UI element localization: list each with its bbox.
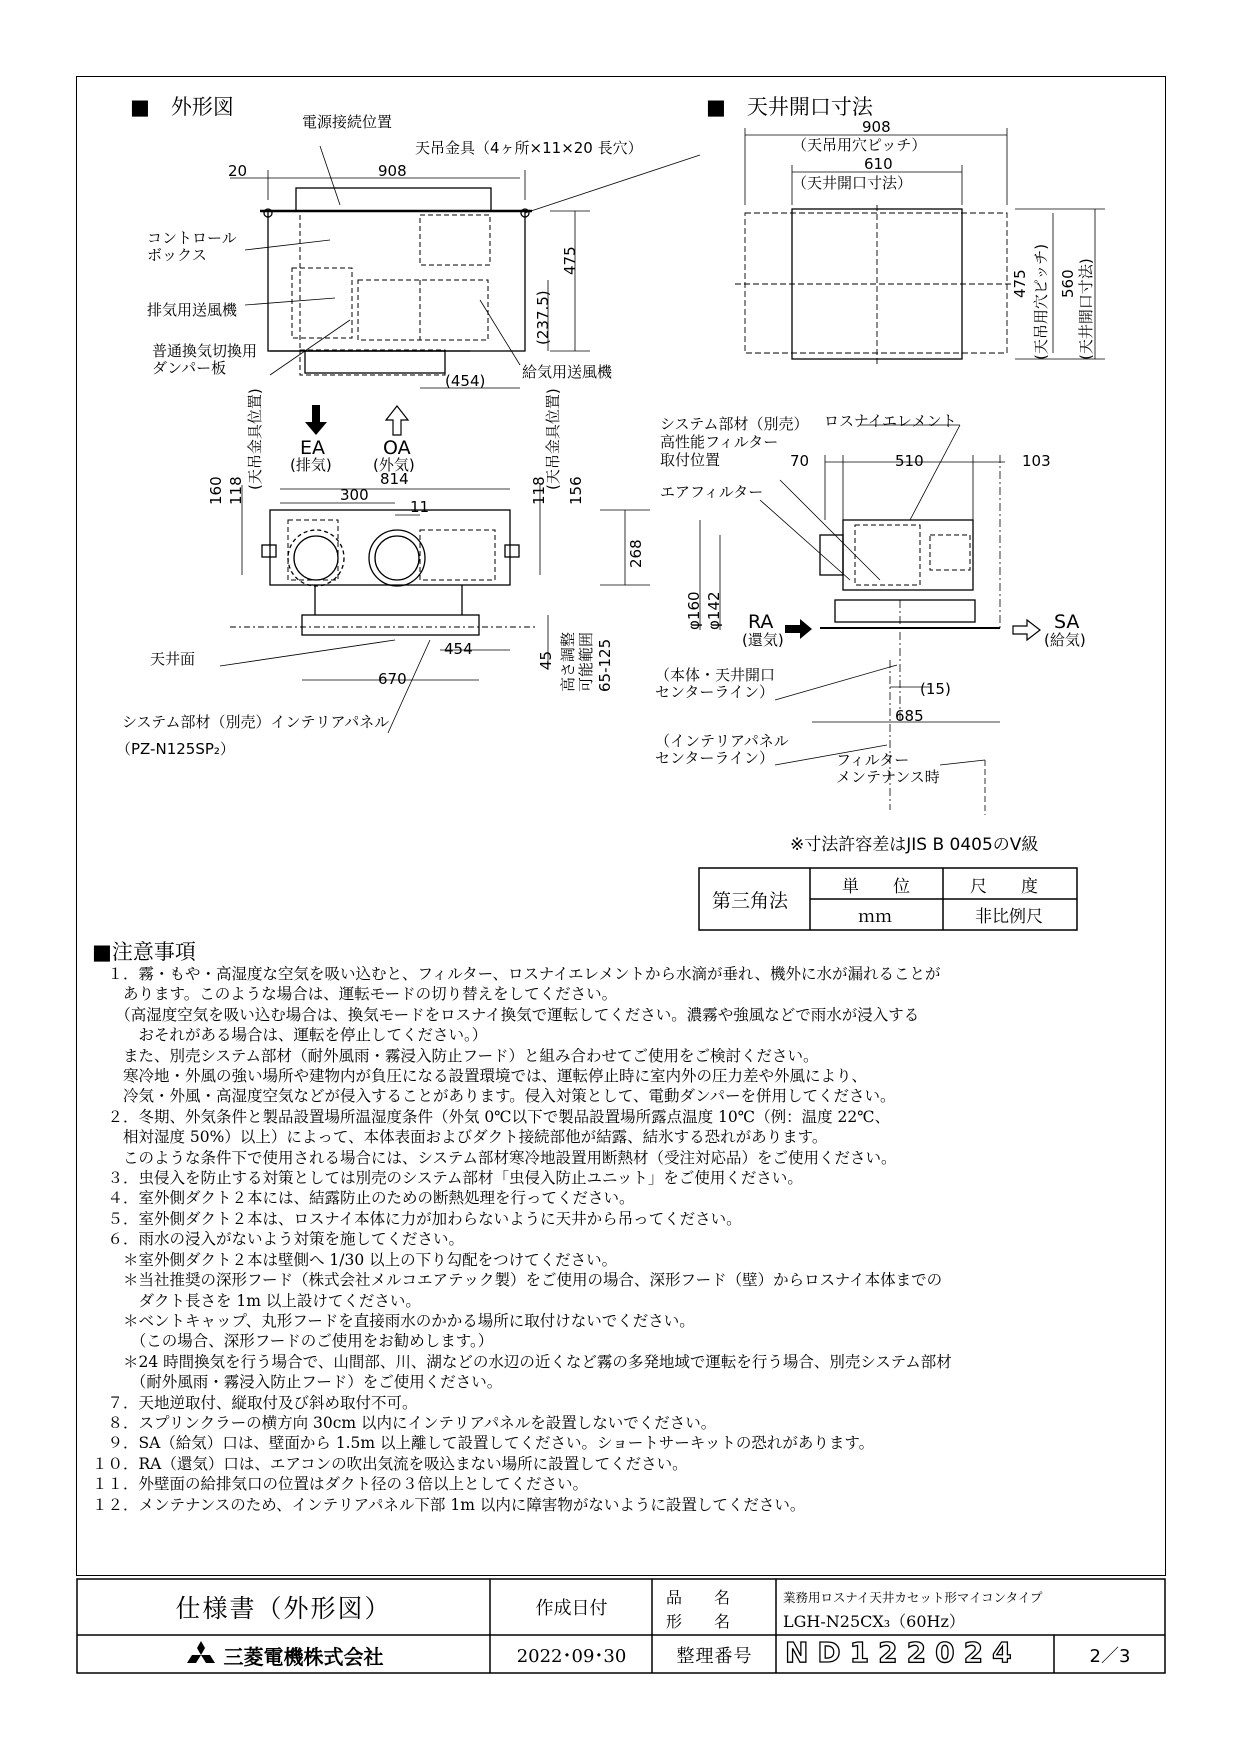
note-line: １０．RA（還気）口は、エアコンの吹出気流を吸込まない場所に設置してください。 (92, 1454, 688, 1473)
oa-arrow-icon (386, 406, 408, 435)
note-line: ３．虫侵入を防止する対策としては別売のシステム部材「虫侵入防止ユニット」をご使用ください。 (92, 1169, 803, 1188)
note-line: ダクト長さを 1m 以上設けてください。 (92, 1291, 421, 1310)
company-name: 三菱電機株式会社 (223, 1644, 384, 1669)
note-line: ８．スプリンクラーの横方向 30cm 以内にインテリアパネルを設置しないでください。 (92, 1413, 717, 1432)
unit-header: 単 位 (842, 877, 910, 897)
note-line: ＊24 時間換気を行う場合で、山間部、川、湖などの水辺の近くなど霧の多発地域で運転を行う場合、別売システム部材 (92, 1352, 952, 1371)
supply-fan-label: 給気用送風機 (522, 363, 613, 381)
unit-value: ｍｍ (858, 907, 892, 927)
scale-header: 尺 度 (970, 877, 1038, 897)
note-line: このような条件下で使用される場合には、システム部材寒冷地設置用断熱材（受注対応品）をご使用ください。 (92, 1148, 897, 1167)
dim-908-top: 908 (378, 162, 407, 180)
control-box-label: コントロール ボックス (147, 229, 237, 264)
unit-top-plate (296, 188, 491, 211)
opening-pitch-v-label: (天吊用穴ピッチ) (1032, 243, 1050, 360)
system-part-label: システム部材（別売） (660, 415, 809, 433)
dim-118-right: 118 (530, 476, 548, 505)
note-line: また、別売システム部材（耐外風雨・霧浸入防止フード）と組み合わせてご使用をご検討ください。 (92, 1046, 819, 1065)
dim-45: 45 (537, 650, 555, 670)
note-line: ＊室外側ダクト２本は壁側へ 1/30 以上の下り勾配をつけてください。 (92, 1250, 618, 1269)
air-filter-label: エアフィルター (660, 483, 764, 501)
sa-sub-label: (給気) (1044, 631, 1086, 649)
product-name-label: 品 名 (666, 1588, 731, 1607)
opening-size-label: （天井開口寸法） (792, 174, 913, 192)
interior-panel-model: （PZ-N125SP₂） (116, 740, 235, 758)
doc-number: ND122024 (785, 1636, 1021, 1669)
exhaust-fan-label: 排気用送風機 (147, 301, 238, 319)
dim-475-top: 475 (561, 246, 579, 275)
dim-2375: (237.5) (534, 290, 552, 345)
side-dim-685: 685 (895, 707, 924, 725)
side-dim-103: 103 (1022, 452, 1051, 470)
note-line: ５．室外側ダクト２本は、ロスナイ本体に力が加わらないように天井から吊ってください。 (92, 1209, 742, 1228)
side-dim-phi142: φ142 (705, 591, 723, 630)
ra-label: RA (748, 611, 774, 633)
product-name: 業務用ロスナイ天井カセット形マイコンタイプ (783, 1590, 1043, 1605)
note-line: １１．外壁面の給排気口の位置はダクト径の３倍以上としてください。 (92, 1475, 589, 1494)
panel-centerline-label: （インテリアパネル センターライン） (655, 732, 789, 767)
note-line: １２．メンテナンスのため、インテリアパネル下部 1m 以内に障害物がないように設置してください。 (92, 1495, 806, 1514)
doc-title: 仕様書（外形図） (175, 1594, 392, 1623)
tolerance-note: ※寸法許容差はJIS B 0405のV級 (790, 835, 1039, 855)
dim-454: 454 (444, 640, 473, 658)
created-date: 2022･09･30 (516, 1646, 627, 1667)
dim-268: 268 (627, 539, 645, 568)
ceiling-label: 天井面 (150, 650, 196, 668)
opening-pitch-label: （天吊用穴ピッチ） (792, 136, 927, 154)
interior-panel-side (835, 600, 975, 622)
dim-11: 11 (410, 498, 430, 516)
dim-160-front: 160 (207, 476, 225, 505)
dim-814: 814 (380, 470, 409, 488)
interior-panel-front (302, 615, 479, 635)
opening-title: 天井開口寸法 (746, 95, 873, 119)
ea-label: EA (300, 437, 326, 459)
oa-sub-label: (外気) (373, 456, 415, 474)
damper-label: 普通換気切換用 ダンパー板 (152, 342, 258, 377)
opening-section-title: ■ 天井開口寸法 (706, 95, 873, 119)
ea-sub-label: (排気) (290, 456, 332, 474)
hanger-pos-left: (天吊金具位置) (246, 388, 264, 490)
note-line: ７．天地逆取付、縦取付及び斜め取付不可。 (92, 1393, 418, 1412)
height-adjust-label-1: 高さ調整 (559, 631, 577, 692)
note-line: あります。このような場合は、運転モードの切り替えをしてください。 (92, 985, 618, 1004)
note-line: （高湿度空気を吸い込む場合は、換気モードをロスナイ換気で運転してください。濃霧や強風などで雨水が浸入する (92, 1005, 920, 1024)
hanger-label: 天吊金具（4ヶ所×11×20 長穴） (415, 139, 643, 157)
note-line: （耐外風雨・霧浸入防止フード）をご使用ください。 (92, 1373, 503, 1392)
dim-300: 300 (340, 486, 369, 504)
mount-pos-label: 取付位置 (660, 451, 721, 469)
model-name: LGH-N25CX₃（60Hz） (783, 1612, 965, 1631)
notes-title: ■注意事項 (92, 940, 196, 964)
side-dim-phi160: φ160 (685, 591, 703, 630)
unit-front-view (270, 510, 510, 585)
note-line: ＊ベントキャップ、丸形フードを直接雨水のかかる場所に取付けないでください。 (92, 1311, 695, 1330)
opening-dim-560: 560 (1059, 269, 1077, 298)
note-line: ２．冬期、外気条件と製品設置場所温湿度条件（外気 0℃以下で製品設置場所露点温度 10℃（例：温度 22℃、 (92, 1107, 891, 1126)
dim-20: 20 (228, 162, 248, 180)
note-line: おそれがある場合は、運転を停止してください。） (92, 1026, 488, 1045)
outline-title: 外形図 (170, 95, 234, 119)
notes-section (92, 940, 1152, 1515)
dim-65-125: 65-125 (596, 638, 614, 692)
dim-454-paren: (454) (445, 372, 486, 390)
side-dim-510: 510 (895, 452, 924, 470)
body-centerline-label: （本体・天井開口 センターライン） (655, 666, 776, 701)
ra-arrow-icon (785, 619, 812, 639)
power-connection-label: 電源接続位置 (302, 113, 393, 131)
notes-body (92, 964, 1152, 1515)
note-line: 寒冷地・外風の強い場所や建物内が負圧になる設置環境では、運転停止時に室内外の圧力差や外風により、 (92, 1067, 868, 1086)
note-line: ６．雨水の浸入がないよう対策を施してください。 (92, 1230, 465, 1249)
model-label: 形 名 (666, 1612, 731, 1631)
outline-section-title: ■ 外形図 (130, 95, 234, 119)
note-line: 冷気・外風・高湿度空気などが侵入することがあります。侵入対策として、電動ダンパーを併用してください。 (92, 1087, 896, 1106)
unit-side-view (843, 520, 973, 590)
note-line: １．霧・もや・高湿度な空気を吸い込むと、フィルター、ロスナイエレメントから水滴が垂れ、機外に水が漏れることが (92, 965, 941, 983)
opening-dim-610: 610 (864, 155, 893, 173)
note-line: ４．室外側ダクト２本には、結露防止のための断熱処理を行ってください。 (92, 1189, 635, 1208)
sa-arrow-icon (1013, 620, 1040, 640)
ea-duct-port (294, 536, 338, 580)
unit-top-view (268, 211, 525, 351)
mitsubishi-logo-icon (184, 1640, 218, 1670)
sa-label: SA (1054, 611, 1080, 633)
angle-method-label: 第三角法 (712, 890, 789, 912)
side-dim-15: (15) (920, 680, 951, 698)
oa-label: OA (383, 437, 411, 459)
company-block (77, 1636, 490, 1674)
element-label: ロスナイエレメント (824, 412, 957, 430)
opening-size-v-label: (天井開口寸法) (1077, 258, 1095, 360)
oa-duct-port (375, 536, 419, 580)
opening-dim-908: 908 (862, 118, 891, 136)
note-line: 相対湿度 50%）以上）によって、本体表面およびダクト接続部他が結露、結氷する恐れがあります。 (92, 1128, 828, 1147)
note-line: ＊当社推奨の深形フード（株式会社メルコエアテック製）をご使用の場合、深形フード（壁）からロスナイ本体までの (92, 1271, 943, 1290)
filter-maint-label: フィルター メンテナンス時 (836, 751, 940, 786)
note-line: ９．SA（給気）口は、壁面から 1.5m 以上離して設置してください。ショートサーキットの恐れがあります。 (92, 1434, 875, 1453)
dim-118-left: 118 (227, 476, 245, 505)
ra-sub-label: (還気) (742, 631, 784, 649)
hp-filter-label: 高性能フィルター (660, 433, 779, 451)
dim-670: 670 (378, 670, 407, 688)
scale-value: 非比例尺 (975, 907, 1043, 927)
note-line: （この場合、深形フードのご使用をお勧めします。） (92, 1332, 494, 1351)
ea-arrow-icon (305, 405, 327, 435)
doc-number-label: 整理番号 (676, 1646, 753, 1667)
height-adjust-label-2: 可能範囲 (577, 631, 595, 692)
created-date-label: 作成日付 (535, 1598, 608, 1619)
page-number: 2／3 (1089, 1646, 1131, 1667)
hanger-pos-right: (天吊金具位置) (544, 388, 562, 490)
opening-dim-475: 475 (1011, 269, 1029, 298)
dim-156: 156 (567, 476, 585, 505)
side-dim-70: 70 (790, 452, 810, 470)
interior-panel-label: システム部材（別売）インテリアパネル (122, 713, 390, 731)
